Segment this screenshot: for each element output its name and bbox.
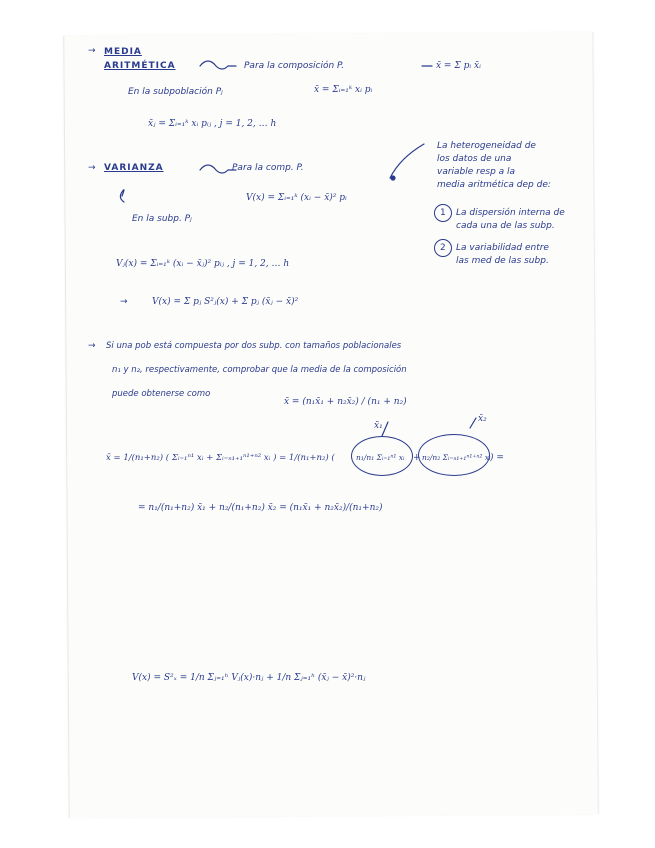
problem-line-2: n₁ y n₂, respectivamente, comprobar que la media de la composición bbox=[112, 365, 407, 375]
derivation-term-2: n₂/n₂ Σᵢ₌ₙ₁₊₁ⁿ¹⁺ⁿ² xᵢ bbox=[422, 453, 491, 462]
varianza-subpop-text: En la subp. Pⱼ bbox=[132, 214, 192, 224]
hetero-item-1-line-2: cada una de las subp. bbox=[456, 221, 555, 231]
hetero-item-1-line-1: La dispersión interna de bbox=[456, 208, 565, 218]
final-variance-formula: V(x) = S²ₓ = 1/n Σⱼ₌₁ʰ Vⱼ(x)·nⱼ + 1/n Σⱼ₌₁ʰ (x̄ⱼ − x̄)²·nⱼ bbox=[132, 673, 366, 683]
varianza-subpop-formula: Vⱼ(x) = Σᵢ₌₁ᵏ (xᵢ − x̄ⱼ)² pᵢⱼ , j = 1, 2, … h bbox=[116, 259, 290, 269]
varianza-composition-text: Para la comp. P. bbox=[232, 163, 304, 173]
media-subpop-formula: x̄ⱼ = Σᵢ₌₁ᵏ xᵢ pᵢⱼ , j = 1, 2, … h bbox=[148, 119, 277, 129]
hetero-line-4: media aritmética dep de: bbox=[437, 180, 551, 190]
problem-line-3: puede obtenerse como bbox=[112, 389, 211, 399]
hetero-item-2-line-1: La variabilidad entre bbox=[456, 243, 549, 253]
bullet-arrow: → bbox=[88, 163, 96, 173]
varianza-formula: V(x) = Σᵢ₌₁ᵏ (xᵢ − x̄)² pᵢ bbox=[246, 193, 347, 203]
hetero-line-1: La heterogeneidad de bbox=[437, 141, 536, 151]
media-side-formula: x̄ = Σ pᵢ x̄ᵢ bbox=[436, 61, 481, 71]
problem-target-formula: x̄ = (n₁x̄₁ + n₂x̄₂) / (n₁ + n₂) bbox=[284, 397, 407, 407]
derivation-line-1-end: ) = bbox=[490, 453, 504, 463]
hetero-connector bbox=[390, 144, 424, 178]
problem-line-1: Si una pob está compuesta por dos subp. con tamaños poblacionales bbox=[106, 341, 402, 351]
media-subpop-text: En la subpoblación Pⱼ bbox=[128, 87, 223, 97]
label-x-bar-1: x̄₁ bbox=[374, 421, 383, 431]
heading-varianza: VARIANZA bbox=[104, 163, 164, 173]
hetero-item-2-number: 2 bbox=[440, 243, 446, 253]
bullet-arrow: → bbox=[120, 297, 128, 307]
heading-media-aritmetica: MEDIA ARITMÉTICA bbox=[104, 47, 176, 71]
media-composition-text: Para la composición P. bbox=[244, 61, 345, 71]
bullet-arrow: → bbox=[88, 46, 96, 56]
hetero-item-2-line-2: las med de las subp. bbox=[456, 256, 549, 266]
tilde-arrow-media bbox=[200, 61, 236, 69]
variance-decomposition-formula: V(x) = Σ pⱼ S²ⱼ(x) + Σ pⱼ (x̄ⱼ − x̄)² bbox=[152, 297, 299, 307]
hetero-line-3: variable resp a la bbox=[437, 167, 516, 177]
derivation-line-2: = n₁/(n₁+n₂) x̄₁ + n₂/(n₁+n₂) x̄₂ = (n₁x̄₁ + n₂x̄₂)/(n₁+n₂) bbox=[138, 503, 383, 513]
label-x-bar-2: x̄₂ bbox=[478, 414, 487, 424]
derivation-line-1-lhs: x̄ = 1/(n₁+n₂) ( Σᵢ₌₁ⁿ¹ xᵢ + Σᵢ₌ₙ₁₊₁ⁿ¹⁺ⁿ² xᵢ ) = 1/(n₁+n₂) ( bbox=[106, 453, 335, 463]
bracket-mark bbox=[120, 190, 124, 202]
bullet-arrow: → bbox=[88, 341, 96, 351]
derivation-term-1: n₁/n₁ Σᵢ₌₁ⁿ¹ xᵢ bbox=[356, 453, 405, 462]
hetero-line-2: los datos de una bbox=[437, 154, 512, 164]
tilde-arrow-varianza bbox=[200, 165, 236, 173]
derivation-plus: + bbox=[413, 453, 421, 463]
media-formula: x̄ = Σᵢ₌₁ᵏ xᵢ pᵢ bbox=[314, 85, 373, 95]
hetero-item-1-number: 1 bbox=[440, 208, 446, 218]
